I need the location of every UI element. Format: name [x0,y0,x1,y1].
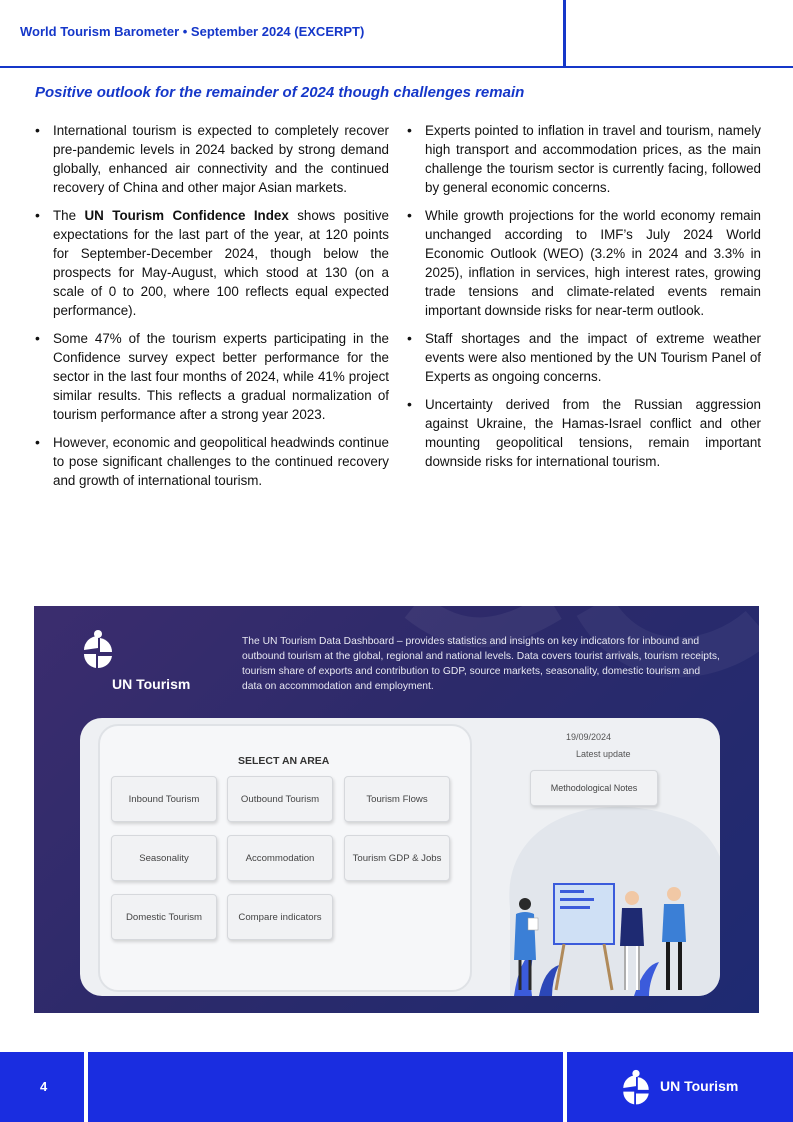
footer-divider-left [84,1052,88,1122]
bullet-geopolitical: • Uncertainty derived from the Russian aggression against Ukraine, the Hamas-Israel conflict and other mounting geopolitical tensions, remain important downside risks for international tourism. [407,395,761,471]
latest-update-label: Latest update [576,749,631,759]
outbound-tourism-button[interactable]: Outbound Tourism [227,776,333,822]
bullet-imf-outlook: • While growth projections for the world economy remain unchanged according to IMF’s July 2024 World Economic Outlook (WEO) (3.2% in 2024 and 3.3% in 2025), inflation in services, high interest rates, growing trade tensions and climate-related events remain important downside risks for near-term outlook. [407,206,761,320]
inbound-tourism-button[interactable]: Inbound Tourism [111,776,217,822]
right-column [407,121,761,480]
bullet-confidence-index [35,206,389,320]
compare-indicators-button[interactable]: Compare indicators [227,894,333,940]
accommodation-button[interactable]: Accommodation [227,835,333,881]
header-title: World Tourism Barometer • September 2024 (EXCERPT) [20,24,365,39]
header-divider-horizontal [0,66,793,68]
bullet-staff-shortages: • Staff shortages and the impact of extreme weather events were also mentioned by the UN Tourism Panel of Experts as ongoing concerns. [407,329,761,386]
footer-brand-name: UN Tourism [660,1078,739,1094]
bullet-confidence-pre: The [53,208,85,223]
footer-logo-icon [616,1068,656,1108]
section-heading: Positive outlook for the remainder of 2024 though challenges remain [35,84,525,101]
methodological-notes-button[interactable]: Methodological Notes [530,770,658,806]
seasonality-button[interactable]: Seasonality [111,835,217,881]
banner-brand-name: UN Tourism [112,676,191,692]
bullet-headwinds: • However, economic and geopolitical headwinds continue to pose significant challenges to the continued recovery and growth of international tourism. [35,433,389,490]
dashboard-description: The UN Tourism Data Dashboard – provides statistics and insights on key indicators for inbound and outbound tourism at the global, regional and national levels. Data covers tourist arrivals, tourism receipts, tourism share of exports and contribution to GDP, source markets, seasonality, domestic tourism and data on accommodation and employment. [242,636,720,692]
bullet-experts-survey: • Some 47% of the tourism experts participating in the Confidence survey expect better performance for the sector in the last four months of 2024, while 41% project similar results. This reflects a gradual normalization of tourism performance after a strong year 2023. [35,329,389,424]
bullet-confidence-post: shows positive expectations for the last part of the year, at 120 points for September-December 2024, though below the prospects for May-August, which stood at 130 (on a scale of 0 to 200, where 100 reflects equal expected performance). [53,208,390,318]
tourism-gdp-jobs-button[interactable]: Tourism GDP & Jobs [344,835,450,881]
un-tourism-logo-icon [78,628,178,672]
page-number: 4 [40,1079,48,1094]
team-presentation-illustration-icon [484,790,714,996]
select-area-title: SELECT AN AREA [238,755,330,767]
bullet-confidence-bold: UN Tourism Confidence Index [84,208,289,223]
left-column [35,121,389,499]
domestic-tourism-button[interactable]: Domestic Tourism [111,894,217,940]
tourism-flows-button[interactable]: Tourism Flows [344,776,450,822]
header-divider-vertical [563,0,566,66]
bullet-recovery: • International tourism is expected to completely recover pre-pandemic levels in 2024 backed by strong demand globally, enhanced air connectivity and the continued recovery of China and other major Asian markets. [35,121,389,197]
footer-divider-right [563,1052,567,1122]
bullet-inflation: • Experts pointed to inflation in travel and tourism, namely high transport and accommodation prices, as the main challenge the tourism sector is currently facing, followed by general economic concerns. [407,121,761,197]
latest-update-date: 19/09/2024 [566,732,612,742]
